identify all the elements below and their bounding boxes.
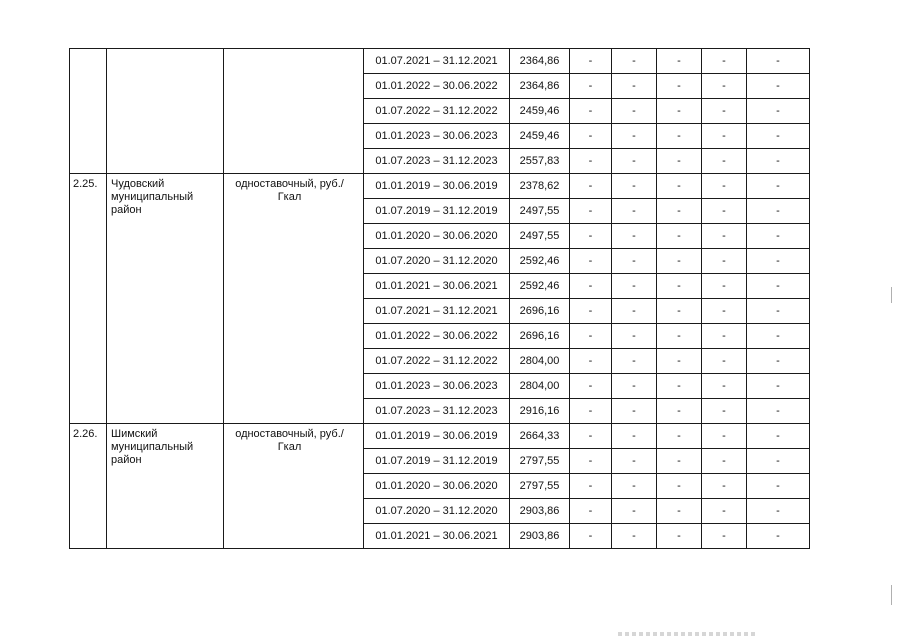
empty-value-cell: -: [570, 124, 612, 149]
empty-value-cell: -: [747, 74, 810, 99]
empty-value-cell: -: [702, 374, 747, 399]
empty-value-cell: -: [570, 249, 612, 274]
empty-value-cell: -: [612, 299, 657, 324]
empty-value-cell: -: [702, 149, 747, 174]
empty-value-cell: -: [612, 74, 657, 99]
empty-value-cell: -: [657, 349, 702, 374]
empty-value-cell: -: [747, 349, 810, 374]
empty-value-cell: -: [657, 449, 702, 474]
empty-value-cell: -: [570, 499, 612, 524]
empty-value-cell: -: [702, 424, 747, 449]
period-cell: 01.07.2019 – 31.12.2019: [364, 199, 510, 224]
empty-value-cell: -: [612, 449, 657, 474]
empty-value-cell: -: [702, 399, 747, 424]
tariff-type: [224, 49, 364, 174]
empty-value-cell: -: [657, 199, 702, 224]
empty-value-cell: -: [657, 399, 702, 424]
tariff-value-cell: 2903,86: [510, 524, 570, 549]
empty-value-cell: -: [612, 99, 657, 124]
empty-value-cell: -: [612, 274, 657, 299]
period-cell: 01.01.2022 – 30.06.2022: [364, 74, 510, 99]
tariff-value-cell: 2497,55: [510, 199, 570, 224]
section-number: [70, 49, 107, 174]
empty-value-cell: -: [702, 249, 747, 274]
empty-value-cell: -: [747, 299, 810, 324]
empty-value-cell: -: [702, 499, 747, 524]
tariff-value-cell: 2797,55: [510, 449, 570, 474]
period-cell: 01.07.2020 – 31.12.2020: [364, 499, 510, 524]
empty-value-cell: -: [570, 149, 612, 174]
empty-value-cell: -: [657, 524, 702, 549]
empty-value-cell: -: [747, 374, 810, 399]
empty-value-cell: -: [747, 524, 810, 549]
empty-value-cell: -: [612, 349, 657, 374]
empty-value-cell: -: [657, 274, 702, 299]
empty-value-cell: -: [570, 474, 612, 499]
tariff-type: одноставочный, руб./Гкал: [224, 174, 364, 424]
empty-value-cell: -: [702, 524, 747, 549]
empty-value-cell: -: [747, 199, 810, 224]
empty-value-cell: -: [657, 124, 702, 149]
empty-value-cell: -: [702, 449, 747, 474]
scan-edge-mark: [891, 585, 892, 605]
empty-value-cell: -: [747, 324, 810, 349]
empty-value-cell: -: [612, 524, 657, 549]
empty-value-cell: -: [612, 174, 657, 199]
period-cell: 01.07.2022 – 31.12.2022: [364, 349, 510, 374]
empty-value-cell: -: [570, 274, 612, 299]
empty-value-cell: -: [702, 324, 747, 349]
empty-value-cell: -: [747, 124, 810, 149]
empty-value-cell: -: [657, 374, 702, 399]
empty-value-cell: -: [612, 424, 657, 449]
table-row: [70, 424, 810, 449]
tariff-value-cell: 2592,46: [510, 274, 570, 299]
empty-value-cell: -: [612, 399, 657, 424]
tariff-value-cell: 2592,46: [510, 249, 570, 274]
empty-value-cell: -: [702, 99, 747, 124]
empty-value-cell: -: [657, 299, 702, 324]
period-cell: 01.01.2021 – 30.06.2021: [364, 274, 510, 299]
section-number: 2.25.: [70, 174, 107, 424]
district-name: Чудовский муниципальный район: [107, 174, 224, 424]
empty-value-cell: -: [570, 399, 612, 424]
empty-value-cell: -: [702, 174, 747, 199]
tariff-value-cell: 2459,46: [510, 99, 570, 124]
empty-value-cell: -: [570, 449, 612, 474]
empty-value-cell: -: [612, 199, 657, 224]
period-cell: 01.01.2021 – 30.06.2021: [364, 524, 510, 549]
empty-value-cell: -: [612, 124, 657, 149]
empty-value-cell: -: [702, 49, 747, 74]
tariff-table: [69, 48, 810, 549]
table-row: [70, 174, 810, 199]
tariff-value-cell: 2364,86: [510, 74, 570, 99]
empty-value-cell: -: [657, 474, 702, 499]
tariff-value-cell: 2664,33: [510, 424, 570, 449]
scan-footer-smudge: [618, 632, 758, 636]
empty-value-cell: -: [702, 349, 747, 374]
empty-value-cell: -: [747, 49, 810, 74]
empty-value-cell: -: [570, 224, 612, 249]
empty-value-cell: -: [570, 324, 612, 349]
empty-value-cell: -: [657, 99, 702, 124]
tariff-value-cell: 2696,16: [510, 324, 570, 349]
empty-value-cell: -: [747, 399, 810, 424]
empty-value-cell: -: [657, 424, 702, 449]
empty-value-cell: -: [702, 274, 747, 299]
period-cell: 01.01.2020 – 30.06.2020: [364, 474, 510, 499]
tariff-value-cell: 2916,16: [510, 399, 570, 424]
empty-value-cell: -: [747, 449, 810, 474]
period-cell: 01.01.2023 – 30.06.2023: [364, 374, 510, 399]
tariff-value-cell: 2903,86: [510, 499, 570, 524]
table-body: [70, 49, 810, 549]
empty-value-cell: -: [747, 424, 810, 449]
empty-value-cell: -: [747, 474, 810, 499]
empty-value-cell: -: [570, 374, 612, 399]
empty-value-cell: -: [570, 349, 612, 374]
empty-value-cell: -: [570, 49, 612, 74]
empty-value-cell: -: [657, 49, 702, 74]
empty-value-cell: -: [702, 74, 747, 99]
period-cell: 01.07.2021 – 31.12.2021: [364, 49, 510, 74]
empty-value-cell: -: [657, 324, 702, 349]
period-cell: 01.01.2023 – 30.06.2023: [364, 124, 510, 149]
period-cell: 01.01.2020 – 30.06.2020: [364, 224, 510, 249]
empty-value-cell: -: [612, 499, 657, 524]
empty-value-cell: -: [657, 149, 702, 174]
tariff-value-cell: 2557,83: [510, 149, 570, 174]
period-cell: 01.07.2021 – 31.12.2021: [364, 299, 510, 324]
tariff-value-cell: 2804,00: [510, 349, 570, 374]
empty-value-cell: -: [657, 499, 702, 524]
empty-value-cell: -: [612, 474, 657, 499]
period-cell: 01.01.2019 – 30.06.2019: [364, 174, 510, 199]
tariff-value-cell: 2696,16: [510, 299, 570, 324]
empty-value-cell: -: [747, 149, 810, 174]
empty-value-cell: -: [747, 99, 810, 124]
empty-value-cell: -: [747, 249, 810, 274]
empty-value-cell: -: [570, 199, 612, 224]
empty-value-cell: -: [570, 99, 612, 124]
empty-value-cell: -: [612, 324, 657, 349]
empty-value-cell: -: [702, 224, 747, 249]
empty-value-cell: -: [612, 374, 657, 399]
section-number: 2.26.: [70, 424, 107, 549]
empty-value-cell: -: [747, 274, 810, 299]
empty-value-cell: -: [702, 299, 747, 324]
empty-value-cell: -: [702, 474, 747, 499]
empty-value-cell: -: [570, 74, 612, 99]
empty-value-cell: -: [702, 199, 747, 224]
empty-value-cell: -: [570, 424, 612, 449]
district-name: [107, 49, 224, 174]
tariff-value-cell: 2804,00: [510, 374, 570, 399]
table-row: [70, 49, 810, 74]
period-cell: 01.07.2019 – 31.12.2019: [364, 449, 510, 474]
empty-value-cell: -: [657, 249, 702, 274]
period-cell: 01.07.2023 – 31.12.2023: [364, 149, 510, 174]
empty-value-cell: -: [657, 224, 702, 249]
empty-value-cell: -: [657, 74, 702, 99]
empty-value-cell: -: [612, 149, 657, 174]
empty-value-cell: -: [570, 299, 612, 324]
period-cell: 01.07.2023 – 31.12.2023: [364, 399, 510, 424]
tariff-value-cell: 2797,55: [510, 474, 570, 499]
district-name: Шимский муниципальный район: [107, 424, 224, 549]
period-cell: 01.07.2022 – 31.12.2022: [364, 99, 510, 124]
empty-value-cell: -: [747, 499, 810, 524]
empty-value-cell: -: [702, 124, 747, 149]
tariff-value-cell: 2459,46: [510, 124, 570, 149]
empty-value-cell: -: [570, 524, 612, 549]
empty-value-cell: -: [612, 249, 657, 274]
scan-edge-mark: [891, 287, 892, 303]
tariff-type: одноставочный, руб./Гкал: [224, 424, 364, 549]
empty-value-cell: -: [570, 174, 612, 199]
empty-value-cell: -: [747, 224, 810, 249]
empty-value-cell: -: [612, 224, 657, 249]
empty-value-cell: -: [747, 174, 810, 199]
tariff-value-cell: 2497,55: [510, 224, 570, 249]
tariff-value-cell: 2378,62: [510, 174, 570, 199]
period-cell: 01.01.2019 – 30.06.2019: [364, 424, 510, 449]
empty-value-cell: -: [657, 174, 702, 199]
period-cell: 01.07.2020 – 31.12.2020: [364, 249, 510, 274]
empty-value-cell: -: [612, 49, 657, 74]
tariff-value-cell: 2364,86: [510, 49, 570, 74]
period-cell: 01.01.2022 – 30.06.2022: [364, 324, 510, 349]
